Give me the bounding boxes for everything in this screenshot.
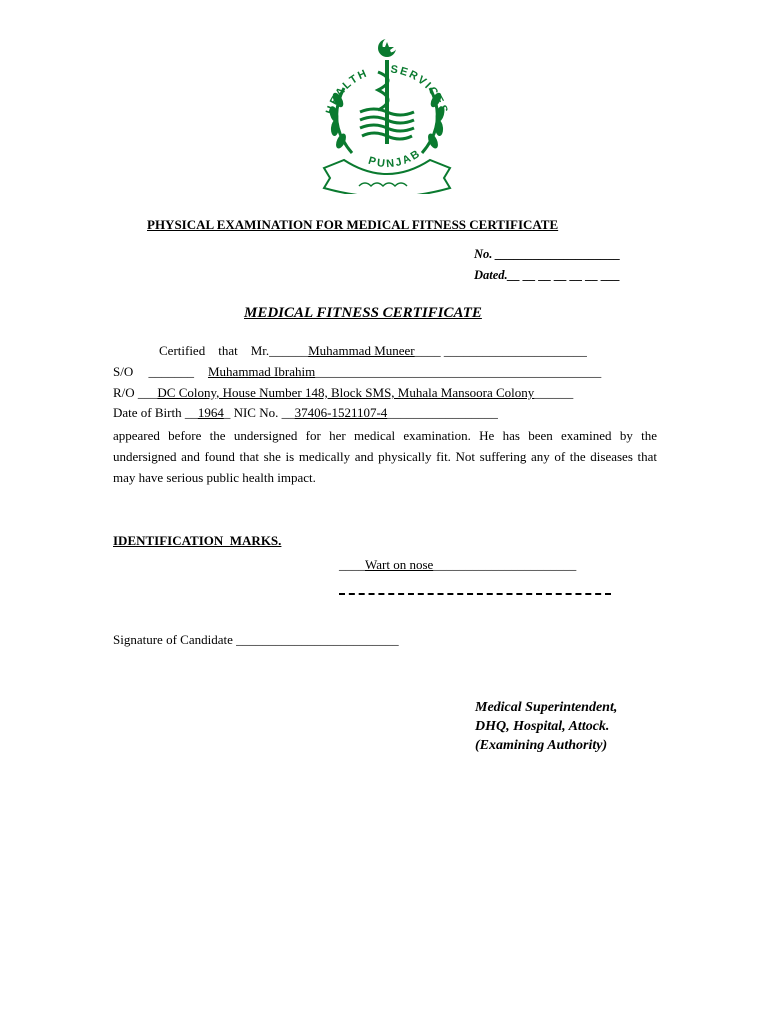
dated-label: Dated. (474, 268, 508, 282)
name-pre: ______ (269, 343, 309, 358)
nic-pre: __ (281, 405, 295, 420)
dob-post: _ (223, 405, 231, 420)
nic-number: 37406-1521107-4 (294, 405, 388, 420)
number-label: No. (474, 247, 493, 261)
svg-text:HEALTH: HEALTH (323, 67, 371, 116)
identification-mark-2-line (339, 593, 611, 595)
nic-post: _________________ (387, 405, 498, 420)
certificate-number (474, 247, 621, 262)
certified-prefix: Certified that Mr. (159, 343, 270, 358)
certificate-date (474, 268, 620, 283)
svg-text:PUNJAB: PUNJAB (366, 147, 424, 171)
so-post: ____________________________________________ (315, 364, 602, 379)
dob-pre: __ (184, 405, 198, 420)
father-name: Muhammad Ibrahim (207, 364, 316, 379)
certificate-title: MEDICAL FITNESS CERTIFICATE (244, 305, 482, 321)
identification-mark-1 (339, 557, 576, 573)
dob-label: Date of Birth (113, 405, 182, 420)
date-of-birth: 1964 (197, 405, 224, 420)
ro-pre: ___ (137, 385, 158, 400)
address-post: ______ (534, 385, 574, 400)
address-line (113, 385, 573, 401)
signature-blank: _________________________ (236, 632, 399, 647)
nic-label: NIC No. (233, 405, 279, 420)
candidate-name-line (159, 343, 587, 359)
svg-text:SERVICES: SERVICES (389, 63, 451, 117)
authority-role: (Examining Authority) (475, 738, 608, 753)
name-post: ____ ______________________ (414, 343, 587, 358)
so-label: S/O (113, 364, 134, 379)
identification-marks-heading: IDENTIFICATION MARKS. (113, 533, 282, 548)
authority-title: Medical Superintendent, (475, 700, 618, 715)
address: DC Colony, House Number 148, Block SMS, Muhala Mansoora Colony (157, 385, 535, 400)
authority-hospital: DHQ, Hospital, Attock. (475, 719, 610, 734)
signature-label: Signature of Candidate (113, 632, 233, 647)
mark1-post: ______________________ (433, 557, 577, 572)
health-services-punjab-logo (304, 28, 470, 194)
certification-paragraph: appeared before the undersigned for her medical examination. He has been examined by the undersigned and found that she is medically and physically fit. Not suffering any of the diseases that may have serious public health impact. (113, 428, 657, 485)
dob-nic-line (113, 405, 498, 421)
candidate-signature-line (113, 632, 399, 648)
candidate-name: Muhammad Muneer (308, 343, 415, 358)
ro-label: R/O (113, 385, 135, 400)
father-name-line (113, 364, 601, 380)
so-pre: _______ (148, 364, 194, 379)
mark1-pre: ____ (339, 557, 365, 572)
number-value: ____________________ (495, 247, 621, 261)
dated-value: __ __ __ __ __ __ ___ (507, 268, 621, 282)
authority-block (475, 698, 617, 755)
mark1-text: Wart on nose (365, 557, 434, 572)
document-heading: PHYSICAL EXAMINATION FOR MEDICAL FITNESS CERTIFICATE (147, 217, 559, 232)
